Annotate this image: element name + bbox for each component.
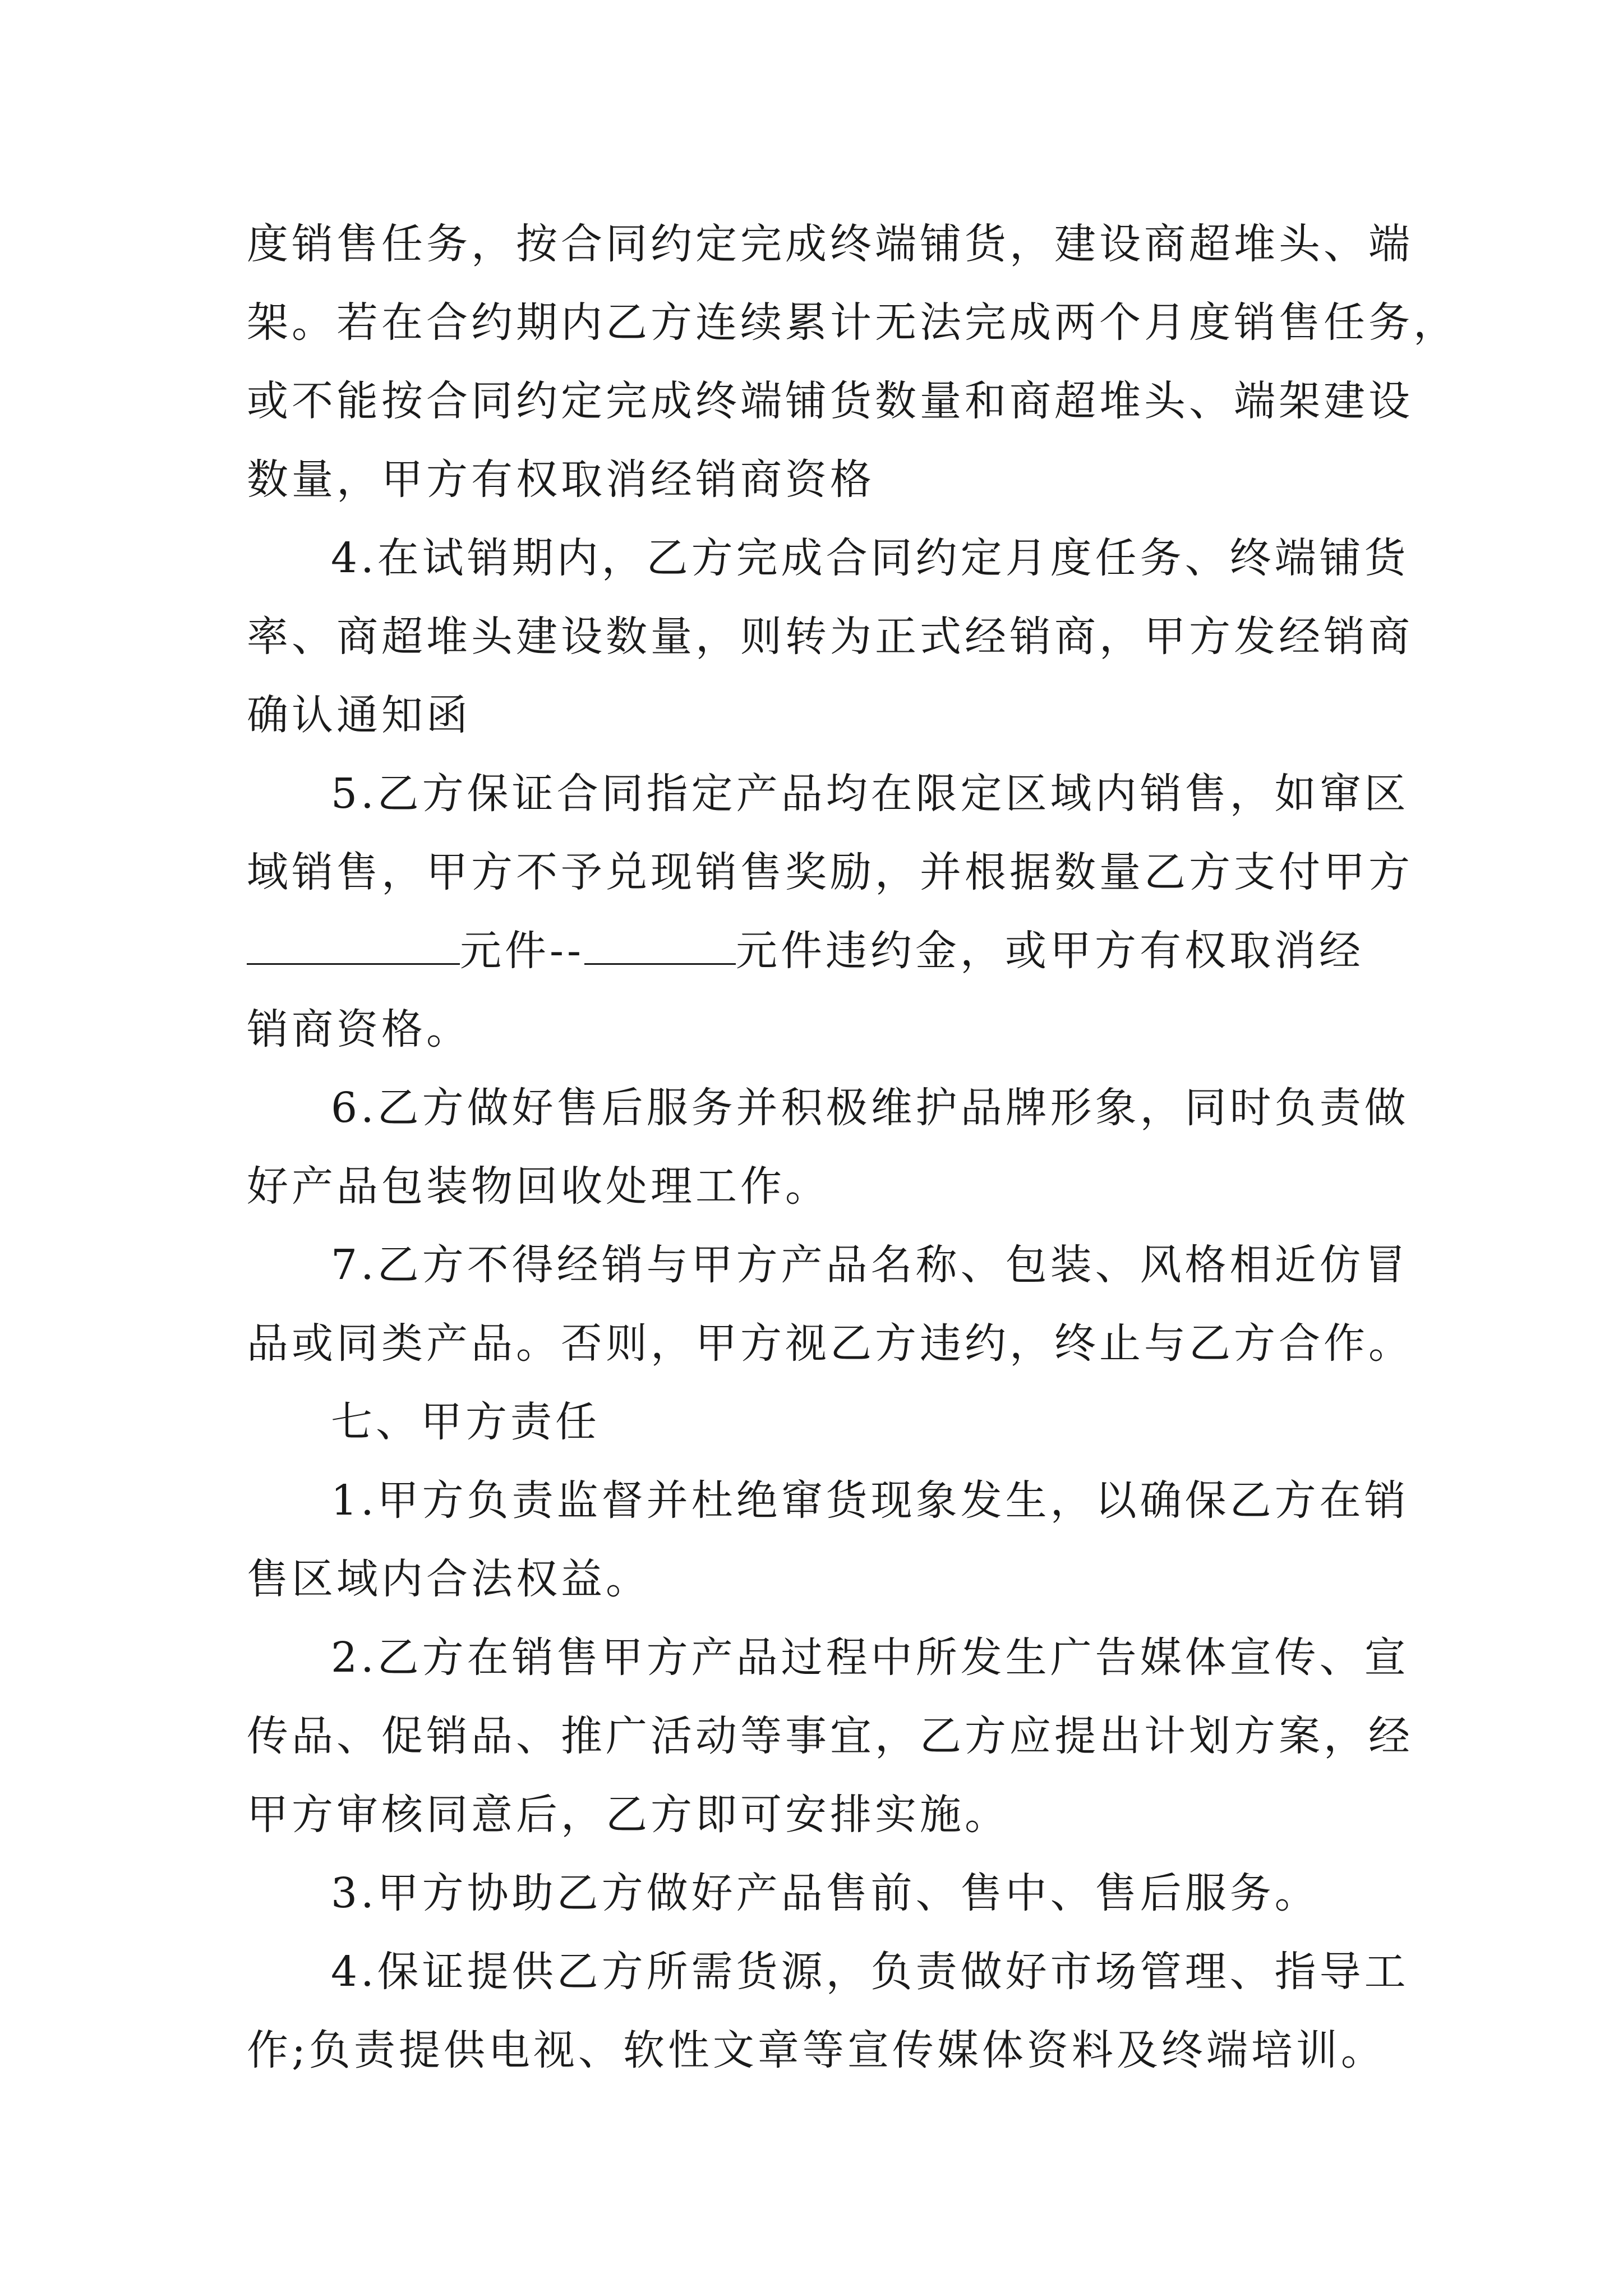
text-line: 或不能按合同约定完成终端铺货数量和商超堆头、端架建设 (247, 377, 1413, 425)
text-fragment: 元件违约金，或甲方有权取消经 (736, 927, 1364, 975)
text-line: 架。若在合约期内乙方连续累计无法完成两个月度销售任务， (247, 298, 1458, 347)
text-line: 数量，甲方有权取消经销商资格 (247, 455, 875, 504)
text-line: 域销售，甲方不予兑现销售奖励，并根据数量乙方支付甲方 (247, 848, 1413, 896)
section-heading: 七、甲方责任 (331, 1398, 600, 1446)
text-line: 1.甲方负责监督并杜绝窜货现象发生，以确保乙方在销 (331, 1476, 1409, 1525)
text-line: 率、商超堆头建设数量，则转为正式经销商，甲方发经销商 (247, 613, 1413, 661)
text-line: 度销售任务，按合同约定完成终端铺货，建设商超堆头、端 (247, 220, 1413, 268)
text-line: 7.乙方不得经销与甲方产品名称、包装、风格相近仿冒 (331, 1241, 1409, 1289)
text-line: 甲方审核同意后，乙方即可安排实施。 (247, 1791, 1009, 1839)
text-line: 售区域内合法权益。 (247, 1555, 651, 1603)
blank-field (247, 924, 460, 965)
text-line: 好产品包装物回收处理工作。 (247, 1162, 830, 1211)
text-line: 4.在试销期内，乙方完成合同约定月度任务、终端铺货 (331, 534, 1409, 582)
blank-field (584, 924, 736, 965)
text-line: 传品、促销品、推广活动等事宜，乙方应提出计划方案，经 (247, 1712, 1413, 1760)
fill-in-line (247, 920, 1364, 982)
text-fragment: 元件-- (460, 927, 585, 975)
text-line: 6.乙方做好售后服务并积极维护品牌形象，同时负责做 (331, 1084, 1409, 1132)
text-line: 3.甲方协助乙方做好产品售前、售中、售后服务。 (331, 1869, 1320, 1917)
text-line: 品或同类产品。否则，甲方视乙方违约，终止与乙方合作。 (247, 1319, 1413, 1368)
text-line: 5.乙方保证合同指定产品均在限定区域内销售，如窜区 (331, 770, 1409, 818)
text-line: 确认通知函 (247, 691, 471, 739)
text-line: 作;负责提供电视、软性文章等宣传媒体资料及终端培训。 (247, 2026, 1386, 2074)
text-line: 4.保证提供乙方所需货源，负责做好市场管理、指导工 (331, 1948, 1409, 1996)
text-line: 2.乙方在销售甲方产品过程中所发生广告媒体宣传、宣 (331, 1634, 1409, 1682)
text-line: 销商资格。 (247, 1005, 471, 1053)
